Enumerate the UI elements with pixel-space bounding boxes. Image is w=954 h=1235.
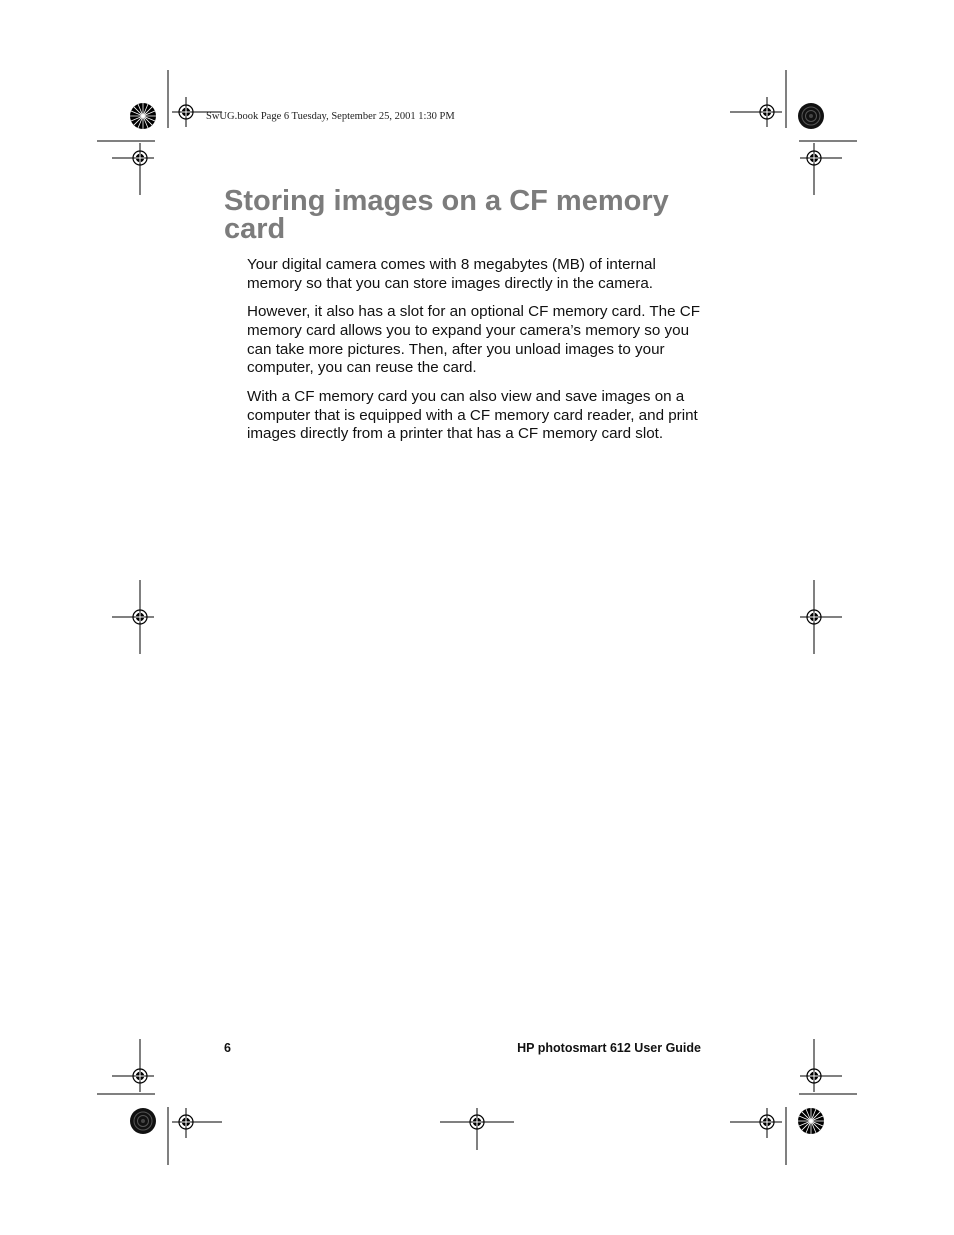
print-slug: SwUG.book Page 6 Tuesday, September 25, 2001 1:30 PM (206, 111, 455, 122)
circle-target-icon (798, 103, 824, 129)
star-target-icon (798, 1108, 824, 1134)
page-title: Storing images on a CF memory card (224, 185, 669, 245)
paragraph: However, it also has a slot for an optional CF memory card. The CF memory card allows you to expand your camera’s memory so you can take more pictures. Then, after you unload images to your computer, you can reuse the card. (247, 303, 700, 377)
registration-marks (112, 97, 842, 1150)
paragraph: Your digital camera comes with 8 megabytes (MB) of internal memory so that you can store images directly in the camera. (247, 256, 656, 292)
crop-lines-top (97, 70, 857, 141)
circle-target-icon (130, 1108, 156, 1134)
page-number: 6 (224, 1041, 231, 1055)
star-target-icon (130, 103, 156, 129)
paragraph: With a CF memory card you can also view and save images on a computer that is equipped with a CF memory card reader, and print images directly from a printer that has a CF memory card slot. (247, 387, 698, 443)
footer-book-title: HP photosmart 612 User Guide (517, 1041, 701, 1055)
body-text (247, 256, 707, 454)
